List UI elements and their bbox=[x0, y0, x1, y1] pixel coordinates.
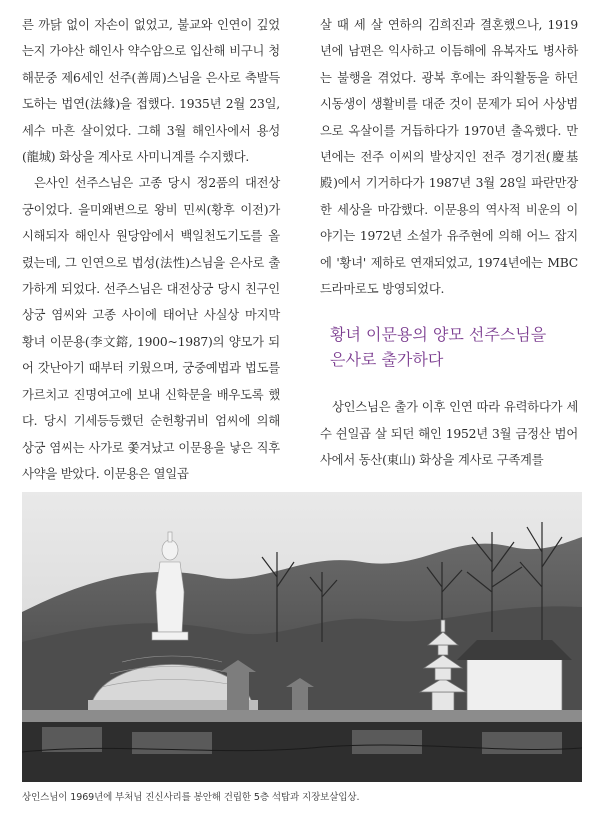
section-heading bbox=[330, 322, 578, 372]
right-column bbox=[320, 12, 578, 474]
body-paragraph: 살 때 세 살 연하의 김희진과 결혼했으나, 1919년에 남편은 익사하고 이듬해에 유복자도 병사하는 불행을 겪었다. 광복 후에는 좌익활동을 하던 시동생이 생활비를 대준 것이 문제가 되어 사상범으로 옥살이를 거듭하다가 1970년 출옥했다. 만년에는 전주 이씨의 발상지인 전주 경기전(慶基殿)에서 기거하다가 1987년 3월 28일 파란만장한 세상을 마감했다. 이문용의 역사적 비운의 이야기는 1972년 소설가 유주현에 의해 어느 잡지에 '황녀' 제하로 연재되었고, 1974년에는 MBC드라마로도 방영되었다. bbox=[320, 18, 578, 297]
section-heading-line: 은사로 출가하다 bbox=[330, 350, 444, 370]
temple-photo bbox=[22, 492, 582, 782]
photo-caption: 상인스님이 1969년에 부처님 진신사리를 봉안해 건립한 5층 석탑과 지장보살입상. bbox=[22, 792, 360, 803]
body-paragraph: 상인스님은 출가 이후 인연 따라 유력하다가 세수 쉰일곱 살 되던 해인 1952년 3월 금정산 범어사에서 동산(東山) 화상을 계사로 구족계를 bbox=[320, 400, 578, 468]
section-heading-line: 황녀 이문용의 양모 선주스님을 bbox=[330, 325, 547, 345]
body-paragraph: 른 까닭 없이 자손이 없었고, 불교와 인연이 깊었는지 가야산 해인사 약수암으로 입산해 비구니 청해문중 제6세인 선주(善周)스님을 은사로 축발득도하는 법연(法緣)을 접했다. 1935년 2월 23일, 세수 마흔 살이었다. 그해 3월 해인사에서 용성(龍城) 화상을 계사로 사미니계를 수지했다. bbox=[22, 18, 280, 165]
body-paragraph: 은사인 선주스님은 고종 당시 정2품의 대전상궁이었다. 을미왜변으로 왕비 민씨(황후 이전)가 시해되자 해인사 원당암에서 백일천도기도를 올렸는데, 그 인연으로 법성(法性)스님을 은사로 출가하게 되었다. 선주스님은 대전상궁 당시 친구인 상궁 염씨와 고종 사이에 태어난 사실상 마지막 황녀 이문용(李文鎔, 1900~1987)의 양모가 되어 갓난아기 때부터 키웠으며, 궁중예법과 법도를 가르치고 진명여고에 보내 신학문을 배우도록 했다. 당시 기세등등했던 순헌황귀비 엄씨에 의해 상궁 염씨는 사가로 쫓겨났고 이문용을 낳은 직후 사약을 받았다. 이문용은 열일곱 bbox=[22, 176, 280, 481]
left-column bbox=[22, 12, 280, 487]
